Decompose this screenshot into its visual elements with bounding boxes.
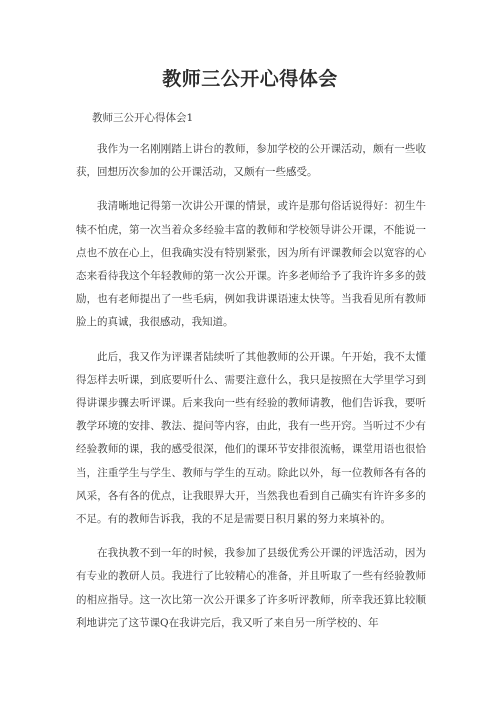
paragraph-3: 此后，我又作为评课者陆续听了其他教师的公开课。午开始，我不太懂得怎样去听课，到底要听什么、需要注意什么，我只是按照在大学里学习到得讲课步骤去听评课。后来我向一些有经验的教师请教，他们告诉我，要听教学环境的安排、教法、提问等内容，由此，我有一些开窍。当听过不少有经验教师的课，我的感受很深，他们的课环节安排很流畅，课堂用语也很恰当，注重学生与学生、教师与学生的互动。除此以外，每一位教师各有各的风采，各有各的优点，让我眼界大开，当然我也看到自己确实有许许多多的不足。有的教师告诉我，我的不足是需要日积月累的努力来填补的。 (76, 350, 426, 526)
document-body (76, 109, 426, 646)
paragraph-1: 我作为一名刚刚踏上讲台的教师，参加学校的公开课活动，颇有一些收获，回想历次参加的公开课活动，又颇有一些感受。 (76, 143, 426, 179)
section-subheading: 教师三公开心得体会1 (92, 112, 194, 124)
document-title: 教师三公开心得体会 (162, 68, 338, 90)
paragraph-4: 在我执教不到一年的时候，我参加了县级优秀公开课的评选活动，因为有专业的教研人员。我进行了比较精心的准备，并且听取了一些有经验教师的相应指导。这一次比第一次公开课多了许多听评教师，所幸我还算比较顺利地讲完了这节课Q在我讲完后，我又听了来自另一所学校的、年 (76, 547, 426, 629)
paragraph-2: 我清晰地记得第一次讲公开课的情景，或许是那句俗话说得好：初生牛犊不怕虎，第一次当着众多经验丰富的教师和学校领导讲公开课，不能说一点也不放在心上，但我确实没有特别紧张，因为所有评课教师会以宽容的心态来看待我这个年轻教师的第一次公开课。许多老师给予了我许许多多的鼓励，也有老师提出了一些毛病，例如我讲课语速太快等。当我看见所有教师脸上的真诚，我很感动，我知道。 (76, 200, 426, 329)
